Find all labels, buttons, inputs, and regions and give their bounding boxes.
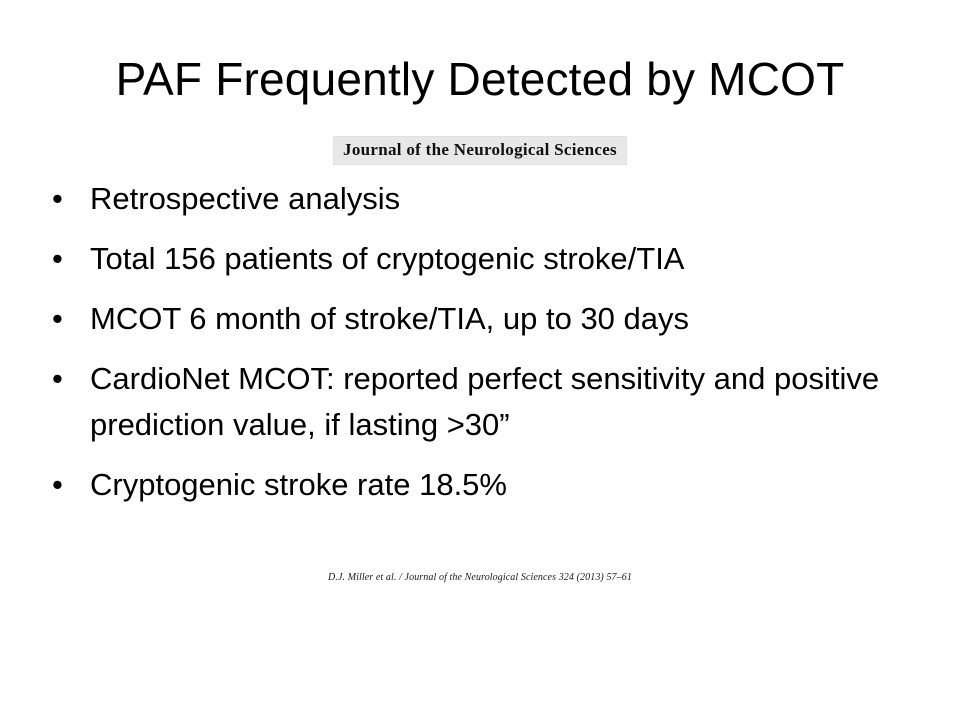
list-item-label: CardioNet MCOT: reported perfect sensitivity and positive prediction value, if lasting >30” [90, 361, 888, 442]
list-item-label: Retrospective analysis [90, 181, 401, 216]
list-item [52, 356, 932, 448]
list-item [52, 236, 932, 282]
bullet-dot-icon: • [52, 361, 63, 396]
list-item [52, 296, 932, 342]
bullet-dot-icon: • [52, 181, 63, 216]
source-citation: D.J. Miller et al. / Journal of the Neurological Sciences 324 (2013) 57–61 [328, 572, 632, 583]
list-item [52, 176, 932, 222]
list-item-label: MCOT 6 month of stroke/TIA, up to 30 days [90, 301, 690, 336]
journal-banner [0, 136, 960, 165]
bullet-dot-icon: • [52, 467, 63, 502]
bullet-list [52, 176, 932, 522]
list-item-label: Cryptogenic stroke rate 18.5% [90, 467, 507, 502]
journal-banner-label: Journal of the Neurological Sciences [333, 136, 627, 165]
list-item-label: Total 156 patients of cryptogenic stroke/TIA [90, 241, 685, 276]
bullet-dot-icon: • [52, 241, 63, 276]
list-item [52, 462, 932, 508]
page-title: PAF Frequently Detected by MCOT [115, 53, 845, 105]
bullet-dot-icon: • [52, 301, 63, 336]
